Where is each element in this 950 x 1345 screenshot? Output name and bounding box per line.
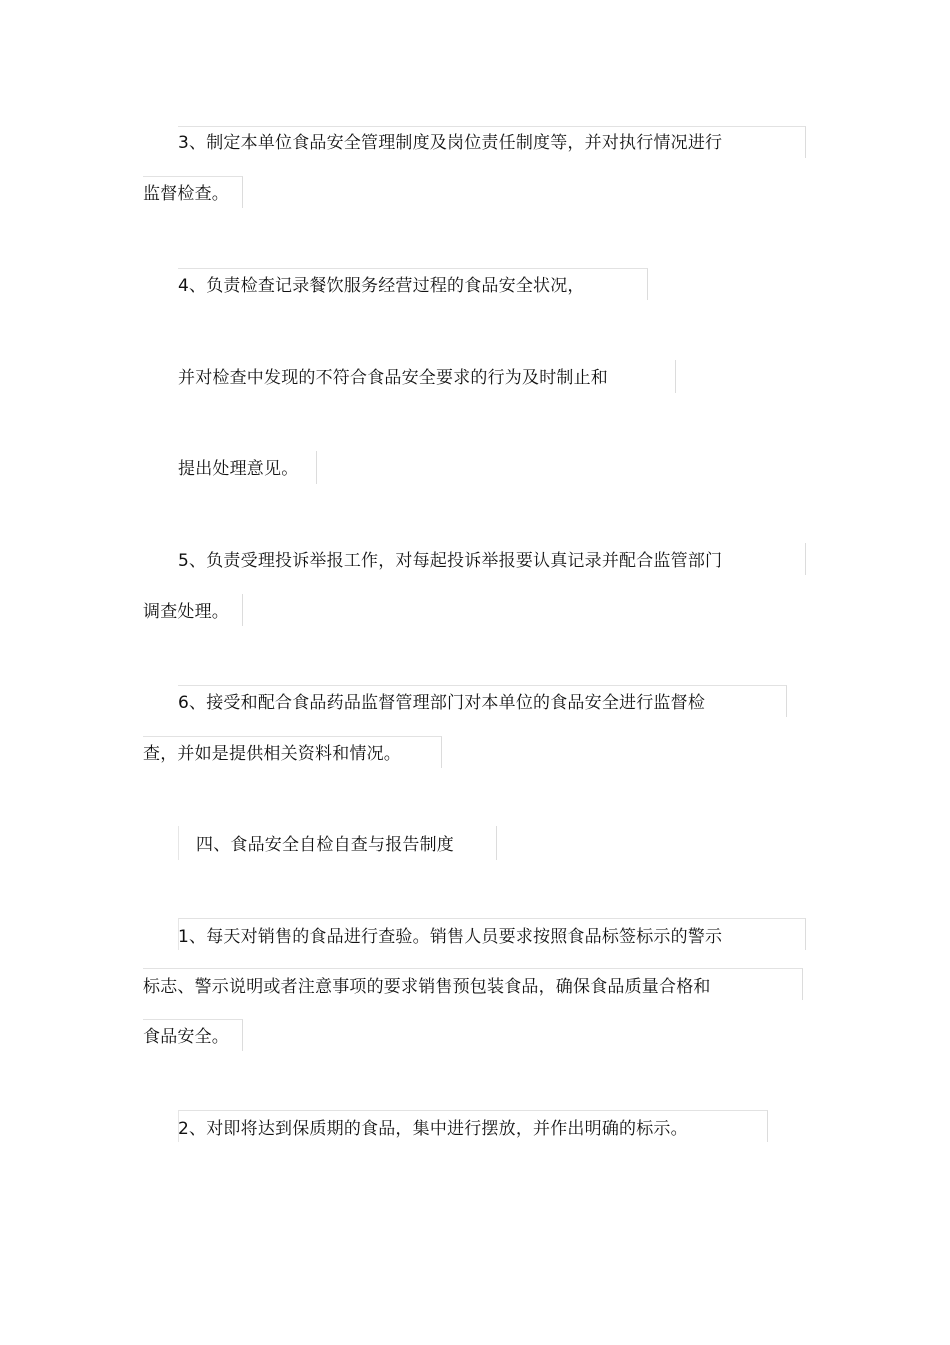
paragraph-line: 监督检查。 xyxy=(143,184,229,204)
paragraph-line: 食品安全。 xyxy=(143,1027,229,1047)
paragraph-line: 2、对即将达到保质期的食品，集中进行摆放，并作出明确的标示。 xyxy=(178,1119,688,1139)
paragraph-line: 调查处理。 xyxy=(143,602,229,622)
section-heading: 四、食品安全自检自查与报告制度 xyxy=(196,835,454,855)
paragraph-line: 提出处理意见。 xyxy=(178,459,299,479)
paragraph-line: 5、负责受理投诉举报工作，对每起投诉举报要认真记录并配合监管部门 xyxy=(178,551,723,571)
paragraph-line: 6、接受和配合食品药品监督管理部门对本单位的食品安全进行监督检 xyxy=(178,693,706,713)
paragraph-line: 4、负责检查记录餐饮服务经营过程的食品安全状况， xyxy=(178,276,585,296)
paragraph-line: 标志、警示说明或者注意事项的要求销售预包装食品，确保食品质量合格和 xyxy=(143,977,711,997)
paragraph-line: 并对检查中发现的不符合食品安全要求的行为及时制止和 xyxy=(178,368,608,388)
paragraph-line: 3、制定本单位食品安全管理制度及岗位责任制度等，并对执行情况进行 xyxy=(178,133,723,153)
paragraph-line: 1、每天对销售的食品进行查验。销售人员要求按照食品标签标示的警示 xyxy=(178,927,723,947)
paragraph-line: 查，并如是提供相关资料和情况。 xyxy=(143,744,401,764)
